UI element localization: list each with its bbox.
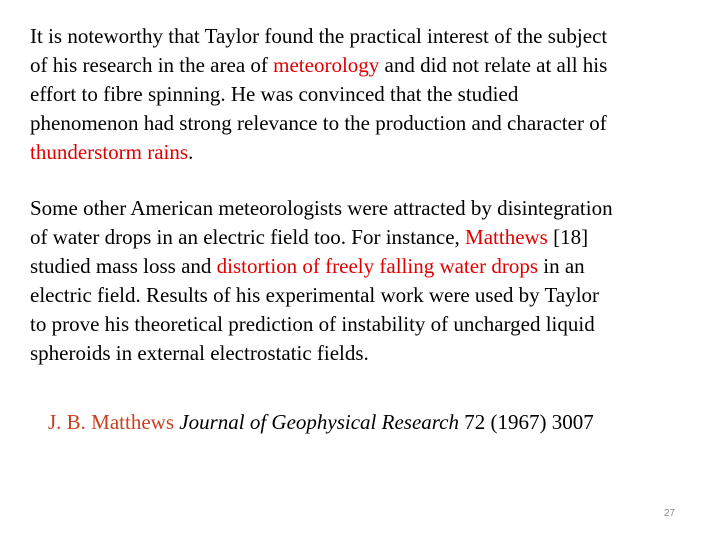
text-segment: effort to fibre spinning. He was convinced that the studied (30, 82, 519, 106)
text-line (30, 223, 613, 252)
highlighted-term: meteorology (273, 53, 380, 77)
paragraph-taylor (30, 22, 607, 167)
text-segment: of water drops in an electric field too. For instance, (30, 225, 466, 249)
highlighted-term: distortion of freely falling water drops (216, 254, 538, 278)
text-segment: . (188, 140, 194, 164)
text-line (30, 310, 613, 339)
reference-citation (48, 410, 594, 435)
text-segment: Some other American meteorologists were attracted by disintegration (30, 196, 613, 220)
reference-author: J. B. Matthews (48, 410, 174, 434)
text-segment: in an (538, 254, 585, 278)
paragraph-matthews (30, 194, 613, 368)
text-line (30, 281, 613, 310)
text-line (30, 22, 607, 51)
text-segment: and did not relate at all his (379, 53, 608, 77)
text-line (30, 109, 607, 138)
text-segment: [18] (547, 225, 589, 249)
reference-journal: Journal of Geophysical Research (179, 410, 459, 434)
text-line (30, 80, 607, 109)
text-segment: to prove his theoretical prediction of instability of uncharged liquid (30, 312, 595, 336)
text-segment: phenomenon had strong relevance to the production and character of (30, 111, 607, 135)
text-line (30, 252, 613, 281)
text-segment: electric field. Results of his experimental work were used by Taylor (30, 283, 600, 307)
highlighted-term: thunderstorm rains (30, 140, 189, 164)
text-line (30, 339, 613, 368)
highlighted-term: Matthews (465, 225, 548, 249)
text-segment: spheroids in external electrostatic fields. (30, 341, 369, 365)
text-segment: of his research in the area of (30, 53, 274, 77)
reference-details: 72 (1967) 3007 (464, 410, 594, 434)
text-line (30, 194, 613, 223)
page-number: 27 (664, 508, 676, 519)
text-line (30, 138, 607, 167)
text-segment: It is noteworthy that Taylor found the practical interest of the subject (30, 24, 608, 48)
text-segment: studied mass loss and (30, 254, 217, 278)
text-line (30, 51, 607, 80)
